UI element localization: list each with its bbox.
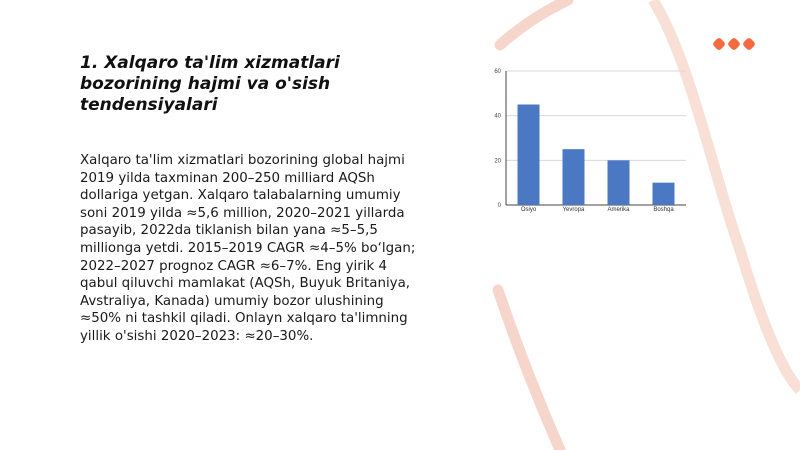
- decor-arc-top: [500, 0, 568, 45]
- x-tick-label: Osiyo: [520, 207, 537, 213]
- chart-bar: [608, 160, 630, 205]
- accent-dots-icon: [714, 39, 754, 49]
- chart-bar: [563, 149, 585, 205]
- accent-dot: [727, 37, 741, 51]
- accent-dot: [712, 37, 726, 51]
- chart-bar: [518, 105, 540, 206]
- y-tick-label: 20: [494, 158, 501, 165]
- slide-body-text: Xalqaro ta'lim xizmatlari bozorining global hajmi 2019 yilda taxminan 200–250 milliard AQSh dollariga yetgan. Xalqaro talabalarning umumiy soni 2019 yilda ≈5,6 million, 2020–2021 yillarda pasayib, 2022da tiklanish bilan yana ≈5–5,5 millionga yetdi. 2015–2019 CAGR ≈4–5% bo‘lgan; 2022–2027 prognoz CAGR ≈6–7%. Eng yirik 4 qabul qiluvchi mamlakat (AQSh, Buyuk Britaniya, Avstraliya, Kanada) umumiy bozor ulushining ≈50% ni tashkil qiladi. Onlayn xalqaro ta'limning yillik o'sishi 2020–2023: ≈20–30%.: [80, 153, 416, 344]
- x-tick-label: Boshqa: [653, 207, 674, 213]
- y-tick-label: 0: [497, 203, 501, 209]
- decor-arc-bottom: [498, 290, 560, 450]
- slide-title: 1. Xalqaro ta'lim xizmatlari bozorining hajmi va o'sish tendensiyalari: [80, 53, 340, 115]
- y-tick-label: 60: [494, 69, 501, 75]
- y-tick-label: 40: [494, 113, 501, 120]
- bar-chart: [478, 62, 698, 220]
- chart-bar: [653, 183, 675, 205]
- accent-dot: [742, 37, 756, 51]
- x-tick-label: Yevropa: [562, 207, 585, 213]
- x-tick-label: Amerika: [607, 207, 630, 213]
